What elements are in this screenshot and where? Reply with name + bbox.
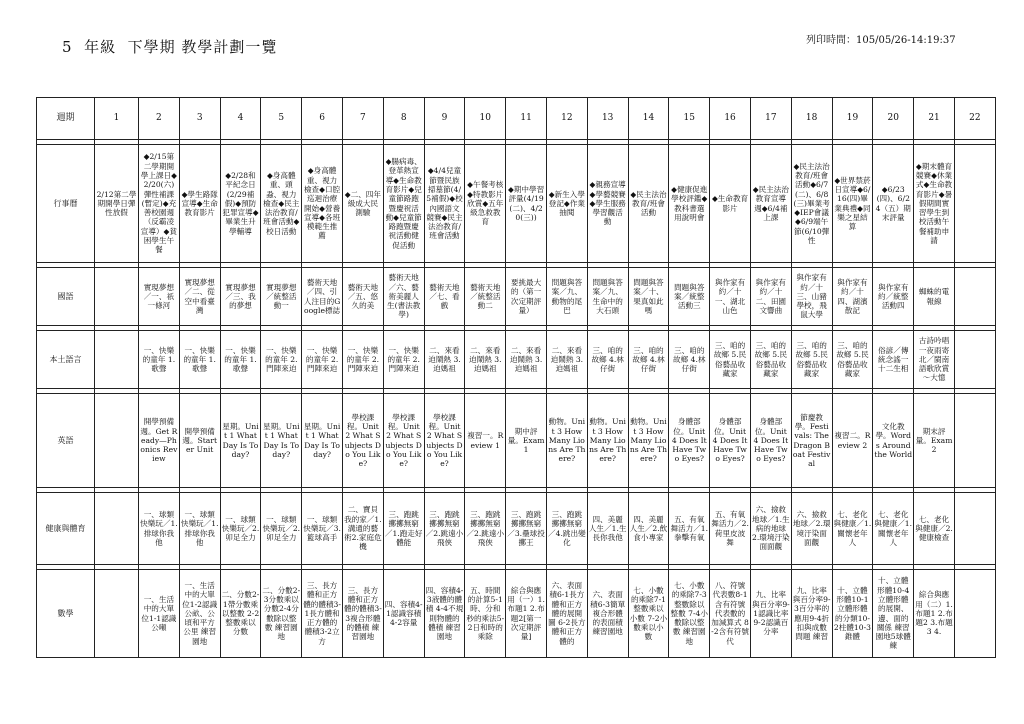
plan-cell [914,331,955,389]
plan-cell [546,394,587,488]
week-number: 7 [342,98,383,140]
plan-cell [179,394,220,488]
plan-cell [342,394,383,488]
subject-row [37,145,996,263]
plan-cell-text: 三、咱的故鄉 5.民俗藝品收藏家 [795,340,828,378]
plan-cell-text: 動物。Unit 3 How Many Lions Are There? [589,417,627,464]
week-number: 10 [465,98,506,140]
plan-cell-text: 七、老化與健康／1.關懷老年人 [874,509,913,547]
plan-cell-text: ◆身高體重、頭蝨、視力檢查◆民主法治教育/班會活動◆校日活動 [263,170,300,236]
plan-cell [465,493,506,565]
plan-cell [587,145,628,263]
plan-cell-text: 一、快樂的童年 2.門陣來迫 [346,345,380,374]
subject-row [37,394,996,488]
plan-cell-text: 與作家有約／十四、湖濱散記 [837,277,868,315]
plan-cell-text: 動物。Unit 3 How Many Lions Are There? [548,417,586,464]
plan-cell-text: 一、快樂的童年 1.歌聲 [183,345,216,374]
plan-cell [424,394,465,488]
plan-cell [424,570,465,658]
plan-cell-text: 四、美麗人生／1.生長你我他 [588,514,627,543]
plan-cell-text: 一、球類快樂玩／2.卯足全力 [262,514,301,543]
plan-cell [669,570,710,658]
plan-cell-text: 四、容積4-3液體的體積 4-4不規則物體的體積 練習園地 [425,585,464,642]
plan-cell [383,268,424,326]
subject-label: 國語 [37,268,95,326]
plan-cell-text: 六、表面積6-3簡單複合形體的表面積 練習園地 [590,590,626,637]
plan-cell [506,493,547,565]
plan-cell-text: 五、時間的計算5-1時、分和秒的乘法5-2日和時的乘除 [466,585,505,642]
plan-cell [506,268,547,326]
plan-cell-text: ◆身高體重、視力檢查◆口腔巡迴治療開始◆營養宣導◆各班模範生推薦 [303,166,341,241]
print-time-label: 列印時間： [806,35,856,46]
plan-cell [914,268,955,326]
subject-label: 行事曆 [37,145,95,263]
plan-cell [95,493,139,565]
plan-cell [832,394,873,488]
week-number: 4 [220,98,261,140]
subject-label: 英語 [37,394,95,488]
week-number: 20 [873,98,914,140]
plan-cell-text: ◆民主法治教育/班會活動 [630,189,667,218]
plan-cell-text: 一、快樂的童年 2.門陣來迫 [265,345,298,374]
plan-cell-text: 文化教學。Words Around the World [874,421,913,459]
plan-cell-text: ◆4/4兒童節暨民族掃墓節(4/5補假)◆校內國語文競賽◆民主法治教育/班會活動 [426,166,463,241]
plan-cell-text: 一、球類快樂玩／3.籃球高手 [303,514,341,543]
plan-cell-text: ◆期末體育競賽◆休業式◆生命教育影片◆暑假期間實習學生到校活動午餐補助申請 [915,161,953,246]
plan-cell-text: 2/12第二學期開學日彈性放假 [96,189,137,218]
plan-cell-text: ◆2/15第二學期開學上課日◆2/20(六)彈性補課(暫定)◆充善校園週（反霸凌宣導）◆貧困學生午餐 [140,152,177,255]
plan-cell-text: 開學預備週。Get Ready—Phonics Review [140,417,178,464]
plan-cell [424,145,465,263]
plan-cell-text: 實現夢想／一、祇一條河 [143,282,175,311]
week-number: 11 [506,98,547,140]
week-number: 19 [832,98,873,140]
subject-label: 數學 [37,570,95,658]
plan-cell-text: 十、立體形體10-4立體形體的展開、邊、面的關係 練習園地5球體 練 [875,576,911,651]
plan-cell [261,493,302,565]
plan-cell [628,493,669,565]
plan-cell-text: 八、符號代表數8-1含有符號代表數的加減算式 8-2含有符號代 [711,580,749,646]
plan-cell-text: 二、寶貝我的家／1.溝通的藝術2.家庭危機 [344,505,382,552]
plan-cell [750,145,791,263]
plan-cell-text: 七、小數的乘除7-3整數除以整數 7-4小數除以整數 練習園地 [670,580,708,646]
plan-cell [750,268,791,326]
plan-cell-text: 三、咱的故鄉 4.林仔街 [591,345,624,374]
plan-cell [628,394,669,488]
plan-cell-text: 學校課程。Unit 2 What Subjects Do You Like? [344,412,382,469]
plan-cell-text: ◆世界禁菸日宣導◆6/16(四)畢業典禮◆同樂之星結算 [834,175,871,232]
plan-cell [587,394,628,488]
plan-cell [546,268,587,326]
print-time [806,31,956,46]
plan-cell-text: 藝術天地／統整活動二 [470,282,501,311]
plan-cell-text: 三、長方體和正方體的體積3-1長方體和正方體的體積3-2立方 [303,580,341,646]
plan-cell-text: 與作家有約／十三、山豬學校，飛鼠大學 [796,273,827,320]
plan-cell-text: 古詩吟唱一夜雨寄北／閩南語歌欣賞～大憶 [918,336,950,383]
plan-cell [424,331,465,389]
plan-cell [220,394,261,488]
plan-cell [139,331,180,389]
plan-cell [873,394,914,488]
subject-row [37,570,996,658]
plan-cell [791,331,832,389]
plan-cell [465,145,506,263]
plan-cell-text: 與作家有約／十一、湖北山色 [714,277,746,315]
plan-cell-text: 藝術天地／五、悠久的美 [347,282,379,311]
plan-cell [832,570,873,658]
week-label: 週期 [37,98,95,140]
plan-cell-text: 一、生活中的大單位1-2認識公畝、公頃和平方公里 練習園地 [182,580,218,646]
plan-cell [261,145,302,263]
week-number: 1 [95,98,139,140]
plan-cell [873,268,914,326]
plan-cell-text: 一、快樂的童年 1.歌聲 [142,345,176,374]
week-header-row [37,98,996,140]
plan-cell [342,268,383,326]
plan-cell-text: 二、來看迫鬧熱 3.迫媽祖 [469,345,502,374]
plan-cell [710,145,751,263]
week-number: 22 [954,98,995,140]
plan-cell-text: 期末評量。Exam 2 [915,426,953,455]
plan-cell-text: ◆新生入學登記◆作業抽閱 [548,189,585,218]
plan-cell [139,394,180,488]
plan-cell [710,394,751,488]
plan-cell-text: ◆健康促進學校評鑑◆教科書選用說明會 [671,184,708,222]
plan-cell [465,570,506,658]
plan-cell-text: 三、長方體和正方體的體積3-3複合形體的體積 練習園地 [343,585,382,642]
plan-cell [139,268,180,326]
plan-cell [95,268,139,326]
plan-cell-text: 蜘蛛的電報線 [918,287,950,306]
plan-cell-text: 四、美麗人生／2.飲食小專家 [629,514,668,543]
week-number: 12 [546,98,587,140]
plan-cell [383,493,424,565]
plan-cell-text: 十、立體形體10-1立體形體的分類10-2柱體10-3錐體 [833,585,871,642]
plan-cell-text: 綜合與應用（二）1.布題1 2.布題2 3.布題3 4. [915,590,953,637]
plan-cell-text: 五、有氧舞活力／2.荷里皮波舞 [711,509,749,547]
plan-cell-text: 身體部位。Unit 4 Does It Have Two Eyes? [753,417,789,464]
plan-cell [342,145,383,263]
teaching-plan-table [36,97,996,658]
week-number: 17 [750,98,791,140]
plan-cell [750,570,791,658]
plan-cell [873,570,914,658]
plan-cell [954,145,995,263]
plan-cell [179,331,220,389]
plan-cell [139,145,180,263]
plan-cell [914,570,955,658]
plan-cell [750,493,791,565]
plan-cell-text: 問題與答案／十、果真如此嗎 [633,277,664,315]
week-number: 13 [587,98,628,140]
plan-cell-text: 問題與答案／統整活動三 [674,282,705,311]
plan-cell [302,493,343,565]
plan-cell-text: 六、表面積6-1長方體和正方體的展開圖 6-2長方體和正方體的 [548,580,586,646]
week-number: 5 [261,98,302,140]
plan-cell-text: 六、撿救地球／1.生病的地球 2.環境汙染面面觀 [752,505,790,552]
plan-cell [179,268,220,326]
plan-cell [710,268,751,326]
plan-cell-text: 三、跑跳擲擲無窮／1.跑走好體能 [384,509,423,547]
plan-cell [750,331,791,389]
plan-cell-text: ◆民主法治教育/班會活動◆6/7(二)、6/8(三)畢業考◆IEP會議◆6/9端午節(6/10彈性 [793,161,830,246]
plan-cell [873,493,914,565]
plan-cell [710,570,751,658]
plan-cell-text: 三、跑跳擲擲無窮／2.跳遠小飛俠 [466,509,505,547]
plan-cell [302,331,343,389]
plan-cell-text: 九、比率與百分率9-3百分率的應用9-4折扣與成數問題 練習 [792,585,831,642]
plan-cell [506,570,547,658]
plan-cell [628,145,669,263]
plan-cell-text: ◆生命教育影片 [711,194,749,213]
plan-cell-text: 三、咱的故鄉 5.民俗藝品收藏家 [713,340,747,378]
plan-cell-text: 問題與答案／九、生命中的大石頭 [592,277,623,315]
plan-cell [710,331,751,389]
plan-cell-text: 星期。Unit 1 What Day Is Today? [263,421,300,459]
plan-cell-text: 二、分數2-3分數乘以分數2-4分數除以整數 練習園地 [262,585,301,642]
plan-cell [546,145,587,263]
week-number: 21 [914,98,955,140]
plan-cell [546,570,587,658]
print-time-value: 105/05/26-14:19:37 [856,35,956,46]
plan-cell-text: 與作家有約／十二、田園文響曲 [755,277,787,315]
plan-cell-text: 一、球類快樂玩／1.排球你我他 [140,509,178,547]
plan-cell [750,394,791,488]
plan-cell-text: 身體部位。Unit 4 Does It Have Two Eyes? [671,417,707,464]
plan-cell [424,268,465,326]
plan-cell-text: 學校課程。Unit 2 What Subjects Do You Like? [426,412,463,469]
plan-cell [954,394,995,488]
plan-cell-text: 藝術天地／六、藝術美麗人生(書法教學) [387,273,421,320]
plan-cell [628,570,669,658]
plan-cell-text: 七、小數的乘除7-1整數乘以小數 7-2小數乘以小數 [629,585,668,642]
plan-cell-text: ◆親務宣導◆學藝競賽◆學生服務學習觀活動 [589,180,626,227]
plan-cell-text: ◆午餐考核◆特教影片欣賞◆五年級急救教育 [467,180,504,227]
plan-cell [832,268,873,326]
plan-cell [302,268,343,326]
plan-cell [873,331,914,389]
plan-cell-text: 問題與答案／九、動物的尾巴 [551,277,583,315]
plan-cell-text: 九、比率與百分率9-1認識比率 9-2認識百分率 [751,590,790,637]
plan-cell [546,331,587,389]
plan-cell [873,145,914,263]
plan-cell [179,493,220,565]
plan-cell [506,145,547,263]
plan-cell [424,493,465,565]
plan-cell [832,331,873,389]
plan-cell-text: 三、跑跳擲擲無窮／3.壘球投擲王 [507,509,545,547]
week-number: 3 [179,98,220,140]
plan-cell-text: 三、咱的故鄉 4.林仔街 [632,345,665,374]
plan-cell [791,145,832,263]
plan-cell-text: 三、咱的故鄉 4.林仔街 [673,345,706,374]
plan-cell [261,570,302,658]
plan-cell [220,268,261,326]
week-number: 16 [710,98,751,140]
plan-cell-text: 身體部位。Unit 4 Does It Have Two Eyes? [712,417,748,464]
plan-cell [791,570,832,658]
plan-cell-text: 六、撿救地球／2.環境汙染面面觀 [792,509,831,547]
week-number: 15 [669,98,710,140]
plan-cell-text: 藝術天地／七、看戲 [429,282,460,311]
plan-cell [628,331,669,389]
plan-cell-text: 與作家有約／統整活動四 [878,282,909,311]
plan-cell [669,145,710,263]
plan-cell-text: 七、老化與健康／1.關懷老年人 [833,509,872,547]
plan-cell [669,268,710,326]
plan-cell-text: 要挑最大的（第一次定期評量） [510,277,542,315]
plan-cell-text: 動物。Unit 3 How Many Lions Are There? [629,417,668,464]
plan-cell [669,394,710,488]
plan-cell-text: 一、快樂的童年 2.門陣來迫 [387,345,420,374]
plan-cell-text: 學校課程。Unit 2 What Subjects Do You Like? [385,412,422,469]
plan-cell [832,145,873,263]
plan-cell [95,145,139,263]
plan-cell-text: 實現夢想／二、從空中看臺灣 [184,277,215,315]
plan-cell [465,331,506,389]
plan-cell-text: ◆腸病毒、登革熱宣導◆生命教育影片◆兒童節路跑暨慶祝活動◆兒童節路跑暨慶祝活動健促活動 [385,157,422,250]
plan-cell [302,570,343,658]
plan-cell [342,331,383,389]
plan-cell-text: 五、有氧舞活力／1.拳擊有氧 [670,514,709,543]
plan-cell-text: ◆2/28和平紀念日(2/29補假)◆預防犯罪宣導◆畢業生升學輔導 [222,170,259,236]
plan-cell-text: 開學預備週。Starter Unit [182,426,218,455]
plan-cell-text: 節慶教學。Festivals: The Dragon Boat Festival [792,412,831,469]
plan-cell [546,493,587,565]
plan-cell-text: 七、老化與健康／2.健康檢查 [915,514,953,543]
plan-cell-text: 複習一。Review 1 [467,431,504,450]
week-number: 18 [791,98,832,140]
plan-cell [261,268,302,326]
plan-cell-text: 綜合與應用（一）1.布題1 2.布題2[第一次定期評量] [507,585,545,642]
plan-cell [220,570,261,658]
plan-cell-text: 三、咱的故鄉 5.民俗藝品收藏家 [754,340,788,378]
subject-label: 健康與體育 [37,493,95,565]
plan-cell [587,331,628,389]
plan-cell [710,493,751,565]
plan-cell-text: 期中評量。Exam 1 [507,426,545,455]
plan-cell [139,570,180,658]
plan-cell-text: 四、容積4-1認識容積 4-2容量 [384,599,423,628]
plan-cell [302,145,343,263]
plan-cell [383,331,424,389]
plan-cell-text: 一、球類快樂玩／1.排球你我他 [180,509,219,547]
plan-cell-text: 複習二。Review 2 [834,431,871,450]
plan-cell [506,331,547,389]
plan-cell [342,570,383,658]
plan-cell [342,493,383,565]
plan-cell-text: ◆民主法治教育宣導週◆6/4補上課 [752,184,789,222]
plan-cell [465,268,506,326]
plan-cell [220,493,261,565]
plan-cell-text: ◆期中學習評量(4/19(二)、4/20(三)) [507,184,545,222]
subject-row [37,268,996,326]
plan-cell [465,394,506,488]
plan-cell [383,145,424,263]
plan-cell [302,394,343,488]
plan-cell [628,268,669,326]
plan-cell [669,493,710,565]
subject-row [37,331,996,389]
plan-cell-text: 二、來看迫鬧熱 3.迫媽祖 [509,345,543,374]
plan-cell [95,570,139,658]
plan-cell-text: 實現夢想／三、我的夢想 [225,282,256,311]
plan-cell [139,493,180,565]
plan-cell [669,331,710,389]
plan-cell-text: 星期。Unit 1 What Day Is Today? [303,421,341,459]
plan-cell-text: ◆6/23(四)、6/24（五）期末評量 [875,184,911,222]
week-number: 6 [302,98,343,140]
plan-cell-text: ◆學生路隊宣導◆生命教育影片 [181,189,218,218]
plan-cell [179,145,220,263]
week-number: 9 [424,98,465,140]
plan-cell-text: 三、跑跳擲擲無窮／2.跳遠小飛俠 [425,509,464,547]
plan-cell [954,570,995,658]
subject-row [37,493,996,565]
plan-cell [179,570,220,658]
plan-cell-text: 星期。Unit 1 What Day Is Today? [222,421,259,459]
plan-cell-text: 二、來看迫鬧熱 3.迫媽祖 [428,345,461,374]
plan-cell [587,493,628,565]
subject-label: 本土語言 [37,331,95,389]
plan-cell [954,331,995,389]
plan-cell [95,394,139,488]
plan-cell [587,570,628,658]
plan-cell [261,331,302,389]
page-title: 5 年級 下學期 教學計劃一覽 [62,38,278,56]
plan-cell-text: 藝術天地／四、引人注目的Google標誌 [303,277,341,315]
plan-cell [261,394,302,488]
plan-cell [587,268,628,326]
plan-cell [791,394,832,488]
plan-cell-text: 一、球類快樂玩／2.卯足全力 [221,514,260,543]
plan-cell-text: 實現夢想／統整活動一 [266,282,297,311]
plan-cell-text: 一、快樂的童年 1.歌聲 [224,345,257,374]
plan-cell [791,268,832,326]
plan-cell [95,331,139,389]
plan-cell [914,493,955,565]
plan-cell [832,493,873,565]
plan-cell [914,394,955,488]
plan-cell-text: 一、生活中的大單位1-1認識公噸 [141,594,177,632]
week-number: 14 [628,98,669,140]
week-number: 2 [139,98,180,140]
plan-cell-text: ◆二、四年級成大民測驗 [344,189,381,218]
plan-cell-text: 三、咱的故鄉 5.民俗藝品收藏家 [836,340,869,378]
plan-cell [954,268,995,326]
plan-cell-text: 二、來看迫鬧熱 3.迫媽祖 [550,345,584,374]
plan-cell-text: 一、快樂的童年 2.門陣來迫 [305,345,339,374]
plan-cell [220,145,261,263]
plan-cell [791,493,832,565]
plan-cell-text: 二、分數2-1帶分數乘以整數 2-2整數乘以分數 [221,590,260,637]
plan-cell [383,394,424,488]
plan-cell [914,145,955,263]
plan-cell-text: 俗諺／傳統念謠一十二生相 [878,345,909,374]
plan-cell [383,570,424,658]
plan-cell [220,331,261,389]
plan-cell [954,493,995,565]
plan-cell-text: 三、跑跳擲擲無窮／4.跳出變化 [548,509,586,547]
plan-cell [506,394,547,488]
week-number: 8 [383,98,424,140]
